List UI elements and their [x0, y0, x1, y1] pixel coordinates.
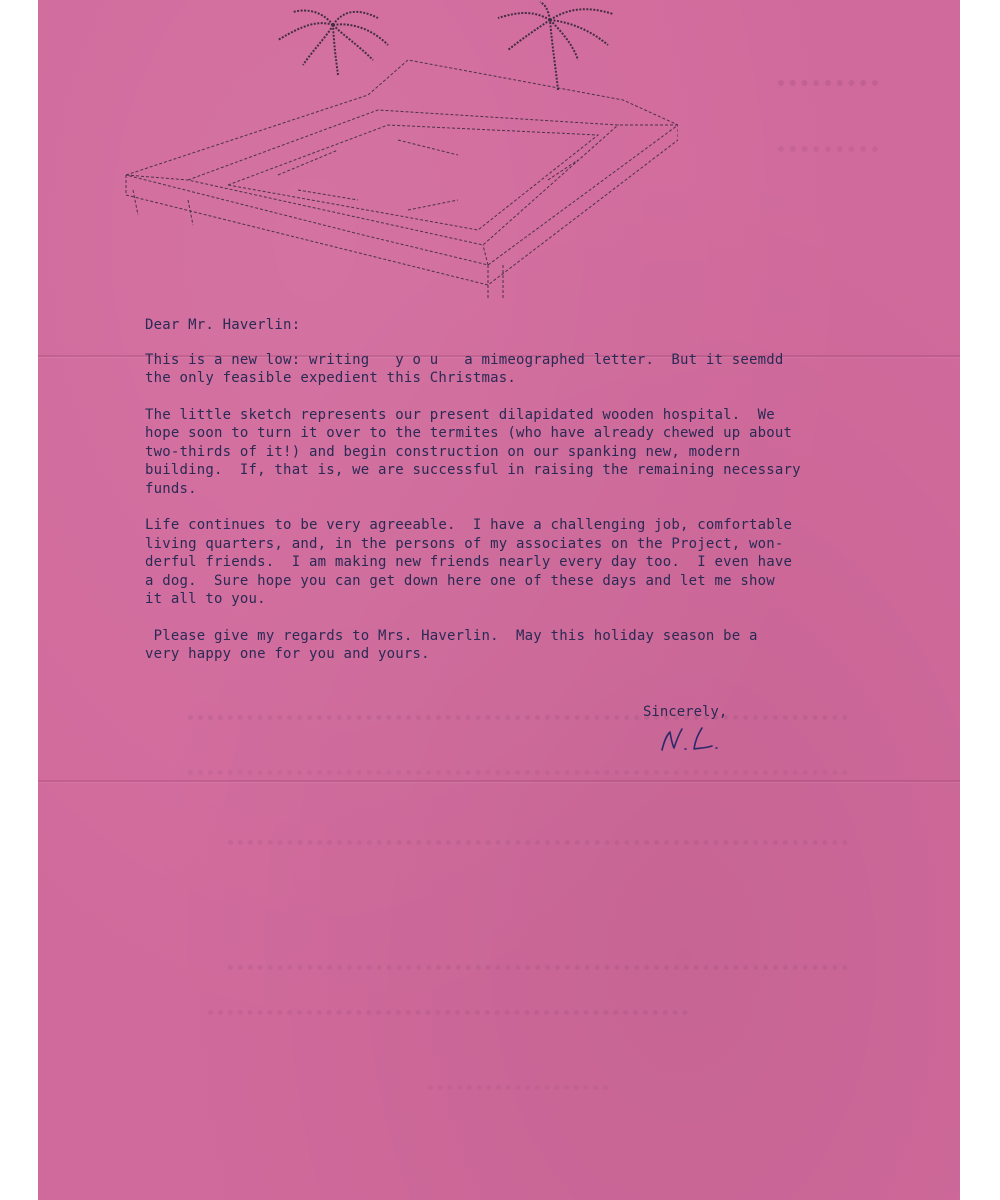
paragraph-3: Life continues to be very agreeable. I have a challenging job, comfortable living quarters, and, in the persons of my associates on the Project, won- derful friends. I am making new friends nearly every day too. I even have a dog. Sure hope you can get down here one of these days and let me show it all to you.: [145, 517, 793, 607]
letter-sheet: [38, 0, 960, 1200]
hospital-sketch-illustration: [78, 0, 678, 305]
paragraph-1: This is a new low: writing y o u a mimeographed letter. But it seemdd the only feasible expedient this Christmas.: [145, 351, 784, 386]
salutation: Dear Mr. Haverlin:: [145, 317, 301, 333]
show-through-smudge: [228, 840, 848, 970]
closing: Sincerely,: [643, 704, 728, 720]
letter-body: [145, 316, 925, 682]
paper-fold-lower: [38, 780, 960, 782]
show-through-smudge: [428, 1085, 608, 1100]
paragraph-4: Please give my regards to Mrs. Haverlin. May this holiday season be a very happy one for you and yours.: [145, 627, 758, 662]
show-through-smudge: [188, 715, 848, 775]
handwritten-signature: [658, 724, 738, 756]
paragraph-2: The little sketch represents our present dilapidated wooden hospital. We hope soon to turn it over to the termites (who have already chewed up about two-thirds of it!) and begin construction on our spanking new, modern building. If, that is, we are successful in raising the remaining necessary funds.: [145, 406, 801, 497]
show-through-smudge: [778, 80, 878, 152]
show-through-smudge: [208, 1010, 688, 1035]
